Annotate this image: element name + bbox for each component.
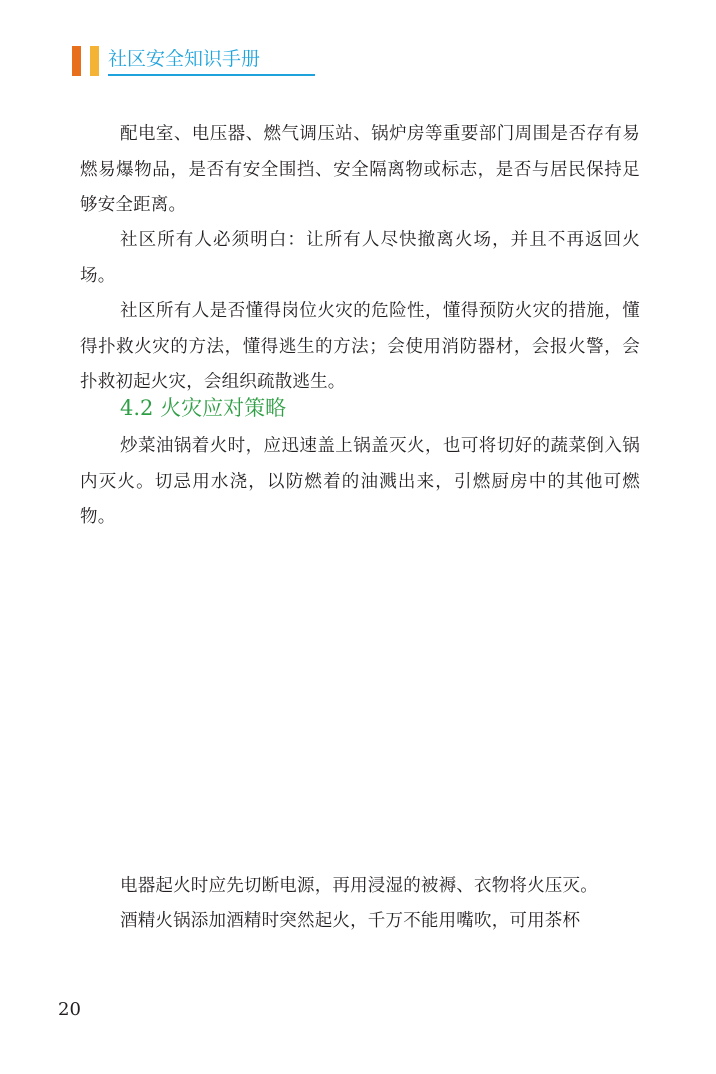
paragraph-alcohol-hotpot-fire: 酒精火锅添加酒精时突然起火，千万不能用嘴吹，可用茶杯	[120, 911, 581, 931]
header-orange-bar	[72, 46, 81, 76]
paragraph-oil-pan-fire: 炒菜油锅着火时，应迅速盖上锅盖灭火，也可将切好的蔬菜倒入锅内灭火。切忌用水浇，以防燃着的油溅出来，引燃厨房中的其他可燃物。	[80, 436, 640, 527]
page-number: 20	[58, 999, 81, 1020]
paragraph-facility-check: 配电室、电压器、燃气调压站、锅炉房等重要部门周围是否存有易燃易爆物品，是否有安全围挡、安全隔离物或标志，是否与居民保持足够安全距离。	[80, 124, 640, 215]
paragraph-evacuation: 社区所有人必须明白：让所有人尽快撤离火场，并且不再返回火场。	[80, 230, 640, 286]
header-underline	[108, 74, 315, 76]
book-title: 社区安全知识手册	[108, 48, 261, 70]
section-heading: 4.2 火灾应对策略	[120, 396, 287, 420]
paragraph-fire-knowledge: 社区所有人是否懂得岗位火灾的危险性，懂得预防火灾的措施，懂得扑救火灾的方法，懂得逃生的方法；会使用消防器材，会报火警，会扑救初起火灾，会组织疏散逃生。	[80, 301, 640, 392]
paragraph-electrical-fire: 电器起火时应先切断电源，再用浸湿的被褥、衣物将火压灭。	[120, 876, 598, 896]
header-yellow-bar	[90, 46, 99, 76]
